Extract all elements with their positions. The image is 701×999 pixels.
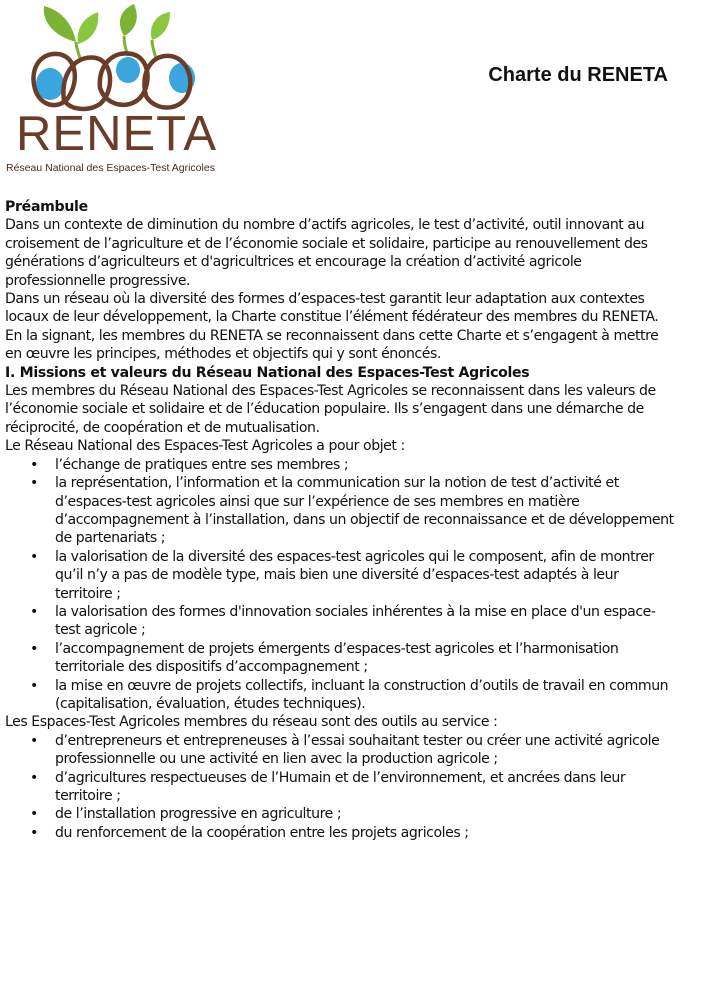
missions-paragraph: Les membres du Réseau National des Espaces-Test Agricoles se reconnaissent dans les valeurs de l’économie sociale et solidaire et de l’éducation populaire. Ils s’engagent dans une démarche de réciprocité, de coopération et de mutualisation. [5,383,656,436]
objet-intro: Le Réseau National des Espaces-Test Agricoles a pour objet : [5,438,405,455]
bullet-icon: • [30,732,38,749]
list-item-text: d’agricultures respectueuses de l’Humain et de l’environnement, et ancrées dans leur territoire ; [55,769,626,804]
list-item-text: de l’installation progressive en agriculture ; [55,806,342,823]
bullet-icon: • [30,456,38,473]
list-item [5,732,675,769]
objet-list [5,456,675,714]
preambule-paragraph: Dans un réseau où la diversité des formes d’espaces-test garantit leur adaptation aux contextes locaux de leur développement, la Charte constitue l’élément fédérateur des membres du RENETA. [5,291,659,326]
document-body [5,198,675,842]
list-item [5,640,675,677]
service-intro: Les Espaces-Test Agricoles membres du réseau sont des outils au service : [5,714,498,731]
bullet-icon: • [30,548,38,565]
bullet-icon: • [30,769,38,786]
logo-wordmark: RENETA [16,107,218,161]
list-item-text: l’accompagnement de projets émergents d’espaces-test agricoles et l’harmonisation territoriale des dispositifs d’accompagnement ; [55,640,619,676]
service-list [5,732,675,842]
leaf-icon [120,4,137,36]
section-missions-heading: I. Missions et valeurs du Réseau National des Espaces-Test Agricoles [5,364,530,381]
list-item [5,603,675,640]
bullet-icon: • [30,603,38,620]
list-item-text: la représentation, l’information et la communication sur la notion de test d’activité et d’espaces-test agricoles ainsi que sur l’expérience de ses membres en matière d’accompagnement à l’installation, dans un objectif de reconnaissance et de développement de partenariats ; [55,475,674,547]
list-item [5,805,675,823]
preambule-paragraph: En la signant, les membres du RENETA se reconnaissent dans cette Charte et s’engagent à mettre en œuvre les principes, méthodes et objectifs qui y sont énoncés. [5,327,659,363]
logo-tagline: Réseau National des Espaces-Test Agricoles [6,162,215,174]
bullet-icon: • [30,640,38,657]
list-item [5,769,675,806]
leaf-icon [151,12,170,40]
preambule-paragraph: Dans un contexte de diminution du nombre d’actifs agricoles, le test d’activité, outil innovant au croisement de l’agriculture et de l’économie sociale et solidaire, participe au renouvellement des générations d’agriculteurs et d'agricultrices et encourage la création d’activité agricole professionnelle progressive. [5,217,648,289]
preambule-heading: Préambule [5,199,88,215]
list-item [5,677,675,714]
list-item [5,474,675,548]
list-item-text: l’échange de pratiques entre ses membres ; [55,456,349,473]
bullet-icon: • [30,824,38,841]
list-item-text: d’entrepreneurs et entrepreneuses à l’essai souhaitant tester ou créer une activité agricole professionnelle ou une activité en lien avec la production agricole ; [55,732,660,768]
bullet-icon: • [30,677,38,694]
list-item [5,548,675,603]
blue-drop-icon [116,57,140,83]
leaf-icon [78,12,99,44]
list-item-text: la valorisation des formes d'innovation sociales inhérentes à la mise en place d'un espace-test agricole ; [55,603,656,639]
list-item-text: la mise en œuvre de projets collectifs, incluant la construction d’outils de travail en commun (capitalisation, évaluation, études techniques). [55,677,669,712]
list-item-text: la valorisation de la diversité des espaces-test agricoles qui le composent, afin de montrer qu’il n’y a pas de modèle type, mais bien une diversité d’espaces-test adaptés à leur territoire ; [55,548,654,602]
bullet-icon: • [30,475,38,492]
reneta-logo [6,0,221,180]
list-item [5,824,675,842]
bullet-icon: • [30,806,38,823]
reneta-logo-emblem [6,0,206,112]
document-title: Charte du RENETA [488,64,668,86]
list-item-text: du renforcement de la coopération entre les projets agricoles ; [55,824,469,841]
list-item [5,456,675,474]
leaf-icon [44,6,76,42]
